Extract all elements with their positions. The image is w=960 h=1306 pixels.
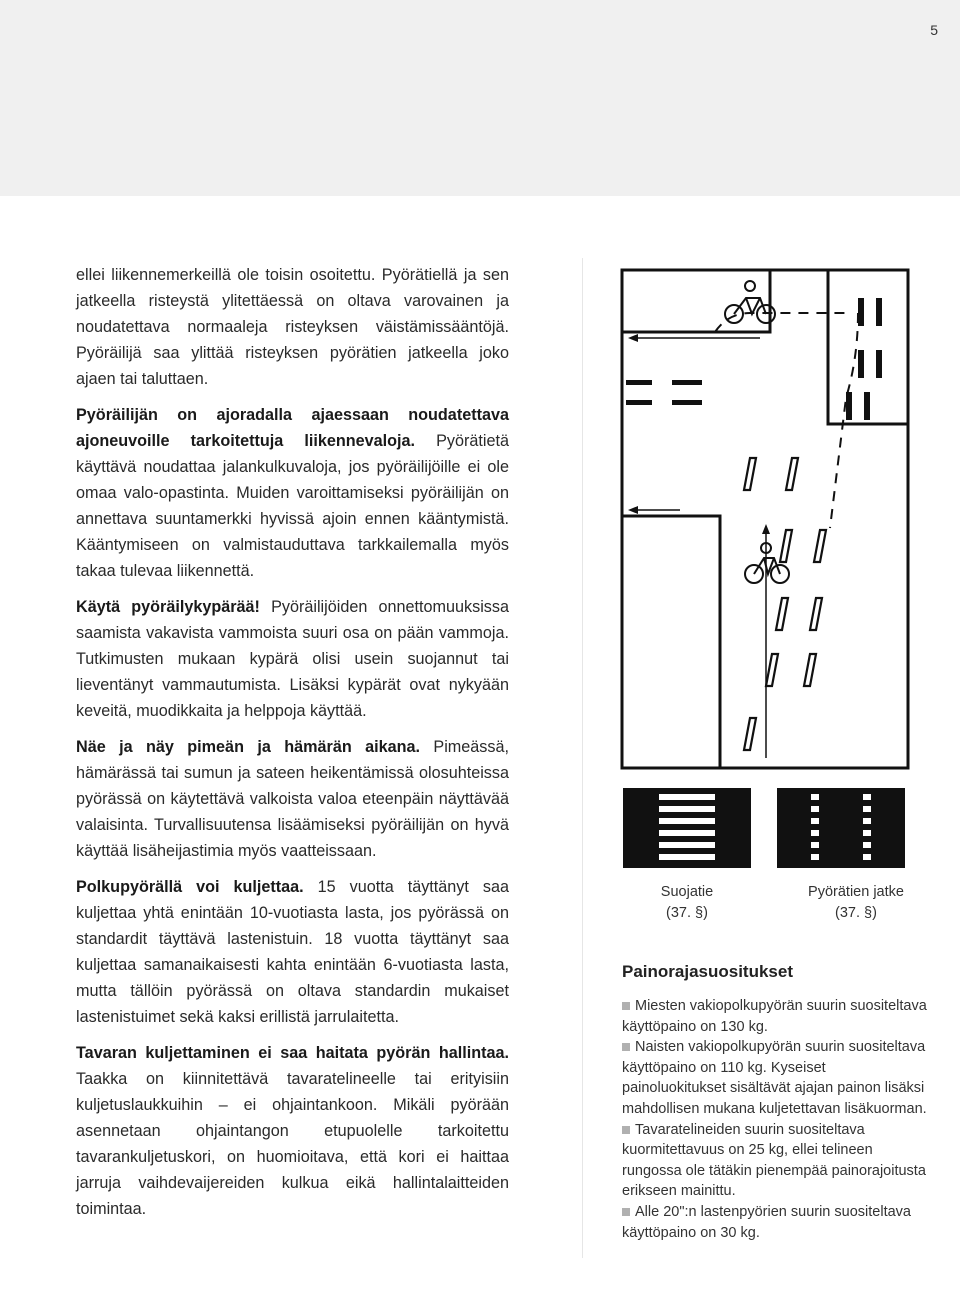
- list-item: Alle 20":n lastenpyörien suurin suositeltava käyttöpaino on 30 kg.: [622, 1203, 911, 1241]
- paragraph-visibility: [76, 734, 509, 864]
- paragraph-helmet: [76, 594, 509, 724]
- crosswalk-caption-ref: (37. §): [666, 905, 708, 921]
- bike-crossing-marks-icon: [777, 788, 905, 868]
- visibility-text: Pimeässä, hämärässä tai sumun ja sateen heikentämissä olosuhteissa pyörässä on käytettävä valkoista valoa eteenpäin näyttävää valaisinta. Turvallisuutensa lisäämiseksi pyöräilijän on hyvä käyttää lisäheijastimia myös vaatteissaan.: [76, 738, 509, 860]
- paragraph-intro: ellei liikennemerkeillä ole toisin osoitettu. Pyörätiellä ja sen jatkeella risteystä ylitettäessä on oltava varovainen ja noudatettava normaaleja risteyksen väistämissääntöjä. Pyöräilijä saa ylittää risteyksen pyörätien jatkeella joko ajaen tai taluttaen.: [76, 266, 509, 388]
- list-item: Tavaratelineiden suurin suositeltava kuormitettavuus on 25 kg, ellei telineen rungossa ole tätäkin pienempää painorajoitusta erikseen mainittu.: [622, 1121, 926, 1200]
- traffic-lights-text: Pyörätietä käyttävä noudattaa jalankulkuvaloja, jos pyöräilijöille ei ole omaa valo-opastinta. Muiden varoittamiseksi pyöräilijän on annettava suuntamerkki hyvissä ajoin ennen kääntymistä. Kääntymiseen on valmistauduttava tarkkailemalla myös takaa tulevaa liikennettä.: [76, 432, 509, 580]
- cargo-text: Taakka on kiinnitettävä tavaratelineelle tai erityisiin kuljetuslaukkuihin – ei ohjaintankoon. Mikäli pyörään asennetaan ohjaintangon etupuolelle tarkoitettu tavarankuljetuskori, on huomioitava, että kori ei haittaa jarruja vaihdevaijereiden kulkua eikä hallintalaitteiden toimintaa.: [76, 1070, 509, 1218]
- weights-list: [622, 996, 932, 1243]
- paragraph-traffic-lights: [76, 402, 509, 584]
- bike-crossing-sign: [777, 788, 905, 868]
- header-band: [0, 0, 960, 196]
- bullet-icon: [622, 1002, 630, 1010]
- crosswalk-caption: [620, 882, 754, 924]
- intersection-diagram: [620, 268, 910, 770]
- crosswalk-caption-title: Suojatie: [660, 884, 714, 900]
- traffic-lights-heading: Pyöräilijän on ajoradalla ajaessaan noudatettava ajoneuvoille tarkoitettuja liikennevaloja.: [76, 406, 509, 450]
- traffic-signs: [620, 788, 920, 868]
- helmet-text: Pyöräilijöiden onnettomuuksissa saamista vakavista vammoista suuri osa on pään vammoja. Tutkimusten mukaan kypärä olisi usein suojannut tai lieventänyt vammautumista. Lisäksi kypärät ovat nykyään keveitä, muodikkaita ja helppoja käyttää.: [76, 598, 509, 720]
- page-number: 5: [930, 22, 938, 38]
- bike-crossing-caption: [778, 882, 934, 924]
- passengers-heading: Polkupyörällä voi kuljettaa.: [76, 878, 304, 896]
- list-item: Miesten vakiopolkupyörän suurin suositeltava käyttöpaino on 130 kg.: [622, 998, 927, 1035]
- bullet-icon: [622, 1208, 630, 1216]
- list-item: Naisten vakiopolkupyörän suurin suositeltava käyttöpaino on 110 kg. Kyseiset painoluokitukset sisältävät ajajan painon lisäksi mahdollisen mukana kuljetettavan lisäkuorman.: [622, 1039, 927, 1117]
- passengers-text: 15 vuotta täyttänyt saa kuljettaa yhtä enintään 10-vuotiasta lasta, jos pyörässä on standardit täyttävä lastenistuin. 18 vuotta täyttänyt saa kuljettaa samanaikaisesti kahta enintään 6-vuotiasta lasta, mutta tällöin pyörässä on oltava standardin mukaiset lastenistuimet sekä kaksi erillistä jarrulaitetta.: [76, 878, 509, 1026]
- cargo-heading: Tavaran kuljettaminen ei saa haitata pyörän hallintaa.: [76, 1044, 509, 1062]
- column-divider: [582, 258, 583, 1258]
- bike-crossing-caption-ref: (37. §): [835, 905, 877, 921]
- helmet-heading: Käytä pyöräilykypärää!: [76, 598, 260, 616]
- body-text: [76, 262, 509, 1232]
- weights-title: Painorajasuositukset: [622, 962, 794, 981]
- bullet-icon: [622, 1043, 630, 1051]
- bike-crossing-caption-title: Pyörätien jatke: [808, 884, 904, 900]
- paragraph-cargo: [76, 1040, 509, 1222]
- crosswalk-sign: [623, 788, 751, 868]
- bullet-icon: [622, 1126, 630, 1134]
- paragraph-passengers: [76, 874, 509, 1030]
- visibility-heading: Näe ja näy pimeän ja hämärän aikana.: [76, 738, 421, 756]
